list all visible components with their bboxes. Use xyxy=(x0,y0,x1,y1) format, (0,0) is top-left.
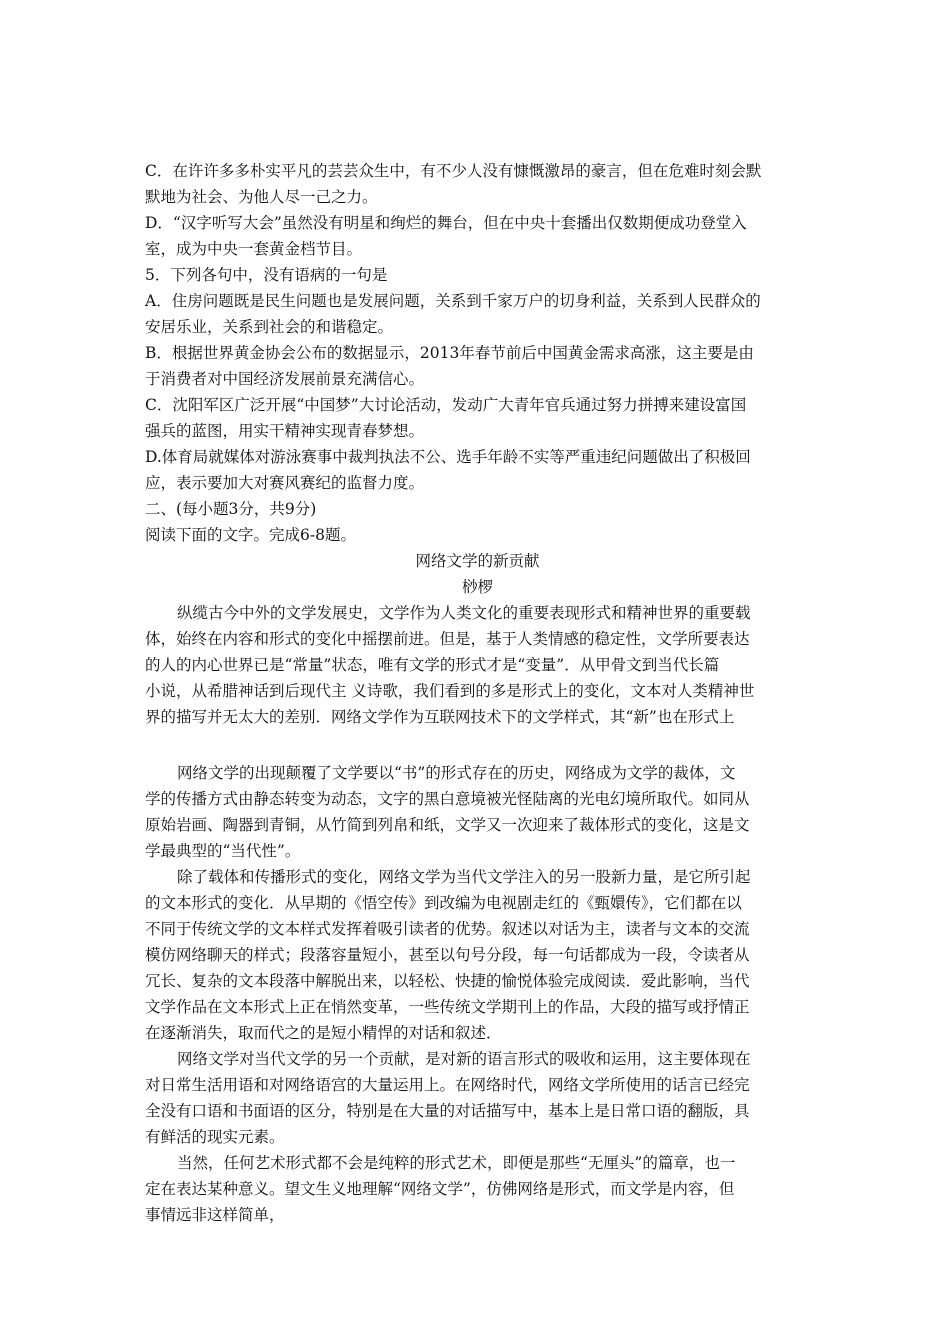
paragraph-line: 对日常生活用语和对网络语宫的大量运用上。在网络时代，网络文学所使用的话言已经完 xyxy=(145,1076,750,1094)
paragraph-line: 原始岩画、陶器到青铜，从竹简到列帛和纸，文学又一次迎来了裁体形式的变化，这是文 xyxy=(145,816,750,834)
paragraph-line: 小说，从希腊神话到后现代主 义诗歌，我们看到的多是形式上的变化，文本对人类精神世 xyxy=(145,682,755,700)
text-line: 应，表示要加大对赛风赛纪的监督力度。 xyxy=(145,474,425,492)
paragraph-line: 除了载体和传播形式的变化，网络文学为当代文学注入的另一股新力量，是它所引起 xyxy=(177,868,751,886)
article-title: 网络文学的新贡献 xyxy=(415,552,540,570)
text-line: C．沈阳军区广泛开展“中国梦”大讨论活动，发动广大青年官兵通过努力拼搏来建设富国 xyxy=(145,396,747,414)
paragraph-line: 模仿网络聊天的样式；段落容量短小，甚至以句号分段，每一句话都成为一段，令读者从 xyxy=(145,946,750,964)
paragraph-line: 定在表达某种意义。望文生义地理解“网络文学”，仿佛网络是形式，而文学是内容，但 xyxy=(145,1180,735,1198)
text-line: 强兵的蓝图，用实干精神实现青春梦想。 xyxy=(145,422,425,440)
text-line: 于消费者对中国经济发展前景充满信心。 xyxy=(145,370,425,388)
question-heading: 5．下列各句中，没有语病的一句是 xyxy=(145,266,388,284)
article-author: 桫椤 xyxy=(461,578,493,596)
text-line: A．住房问题既是民生问题也是发展问题，关系到千家万户的切身利益，关系到人民群众的 xyxy=(145,292,761,310)
paragraph-line: 网络文学对当代文学的另一个贡献，是对新的语言形式的吸收和运用，这主要体现在 xyxy=(177,1050,751,1068)
paragraph-line: 纵缆古今中外的文学发展史，文学作为人类文化的重要表现形式和精神世界的重要载 xyxy=(177,604,751,622)
paragraph-line: 不同于传统文学的文本样式发挥着吸引读者的优势。叙述以对话为主，读者与文本的交流 xyxy=(145,920,750,938)
paragraph-line: 学的传播方式由静态转变为动态，文字的黑白意境被光怪陆离的光电幻境所取代。如同从 xyxy=(145,790,750,808)
paragraph-line: 的文本形式的变化．从早期的《悟空传》到改编为电视剧走红的《甄嬛传》，它们都在以 xyxy=(145,894,742,912)
text-line: 安居乐业，关系到社会的和谐稳定。 xyxy=(145,318,394,336)
paragraph-line: 全没有口语和书面语的区分，特别是在大量的对话描写中，基本上是日常口语的翻版，具 xyxy=(145,1102,750,1120)
paragraph-line: 的人的内心世界已是“常量”状态，唯有文学的形式才是“变量”．从甲骨文到当代长篇 xyxy=(145,656,720,674)
text-line: D．“汉字听写大会”虽然没有明星和绚烂的舞台，但在中央十套播出仅数期便成功登堂入 xyxy=(145,214,747,232)
paragraph-line: 界的描写并无太大的差别．网络文学作为互联网技术下的文学样式，其“新”也在形式上 xyxy=(145,708,735,726)
text-line: C．在许许多多朴实平凡的芸芸众生中，有不少人没有慷慨激昂的豪言，但在危难时刻会默 xyxy=(145,162,762,180)
text-line: D.体育局就媒体对游泳赛事中裁判执法不公、选手年龄不实等严重违纪问题做出了积极回 xyxy=(145,448,751,466)
paragraph-line: 文学作品在文本形式上正在悄然变革，一些传统文学期刊上的作品，大段的描写或抒情正 xyxy=(145,998,750,1016)
text-line: B．根据世界黄金协会公布的数据显示，2013年春节前后中国黄金需求高涨，这主要是由 xyxy=(145,344,754,362)
text-line: 默地为社会、为他人尽一己之力。 xyxy=(145,188,378,206)
paragraph-line: 当然，任何艺术形式都不会是纯粹的形式艺术，即便是那些“无厘头”的篇章，也一 xyxy=(177,1154,736,1172)
paragraph-line: 体，始终在内容和形式的变化中摇摆前进。但是，基于人类情感的稳定性，文学所要表达 xyxy=(145,630,750,648)
paragraph-line: 有鲜活的现实元素。 xyxy=(145,1128,285,1146)
instruction-line: 阅读下面的文字。完成6-8题。 xyxy=(145,526,356,544)
paragraph-line: 事情远非这样简单， xyxy=(145,1206,285,1224)
paragraph-line: 学最典型的“当代性”。 xyxy=(145,842,301,860)
section-heading: 二、(每小题3分，共9分) xyxy=(145,500,317,518)
paragraph-line: 在逐渐消失，取而代之的是短小精悍的对话和叙述． xyxy=(145,1024,502,1042)
text-line: 室，成为中央一套黄金档节目。 xyxy=(145,240,363,258)
paragraph-line: 网络文学的出现颠覆了文学要以“书”的形式存在的历史，网络成为文学的裁体，文 xyxy=(177,764,736,782)
paragraph-line: 冗长、复杂的文本段落中解脱出来，以轻松、快捷的愉悦体验完成阅读．爱此影响，当代 xyxy=(145,972,750,990)
